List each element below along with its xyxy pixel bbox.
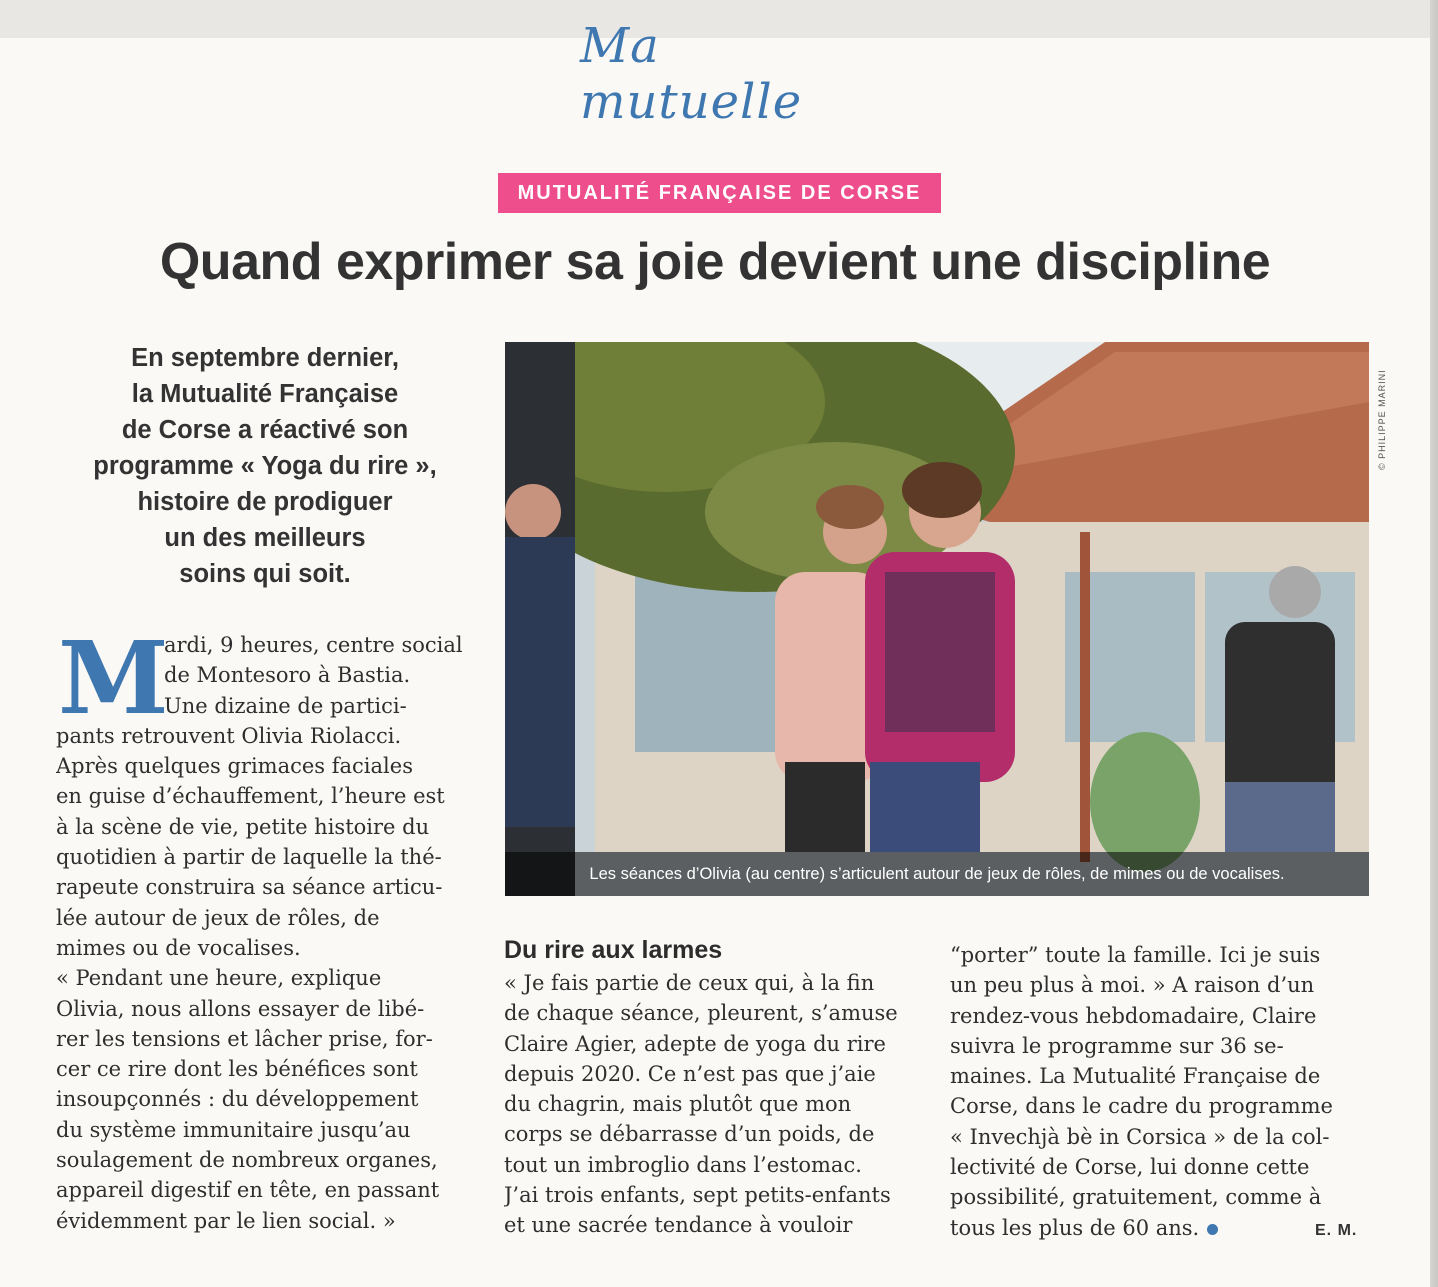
body-line: lectivité de Corse, lui donne cette — [950, 1155, 1310, 1180]
body-line-last — [950, 1213, 1368, 1243]
body-line: Olivia, nous allons essayer de libé- — [56, 996, 425, 1021]
section-title: Ma mutuelle — [580, 18, 803, 130]
body-line: J’ai trois enfants, sept petits-enfants — [504, 1183, 891, 1208]
body-line: cer ce rire dont les bénéfices sont — [56, 1057, 418, 1082]
body-line: Après quelques grimaces faciales — [56, 754, 413, 779]
body-line: rapeute construira sa séance articu- — [56, 875, 443, 900]
body-line: possibilité, gratuitement, comme à — [950, 1185, 1322, 1210]
category-tag: MUTUALITÉ FRANÇAISE DE CORSE — [498, 173, 941, 213]
body-line: du système immunitaire jusqu’au — [56, 1117, 411, 1142]
body-line: « Pendant une heure, explique — [56, 966, 382, 991]
body-line: Une dizaine de partici- — [164, 693, 407, 718]
photo-caption: Les séances d’Olivia (au centre) s’articulent autour de jeux de rôles, de mimes ou de vocalises. — [505, 852, 1369, 896]
article-photo — [505, 342, 1369, 896]
drop-cap: M — [58, 619, 169, 737]
body-line: appareil digestif en tête, en passant — [56, 1178, 440, 1203]
body-line: « Je fais partie de ceux qui, à la fin — [504, 971, 875, 995]
body-line: ardi, 9 heures, centre social — [164, 633, 463, 657]
body-line: Corse, dans le cadre du programme — [950, 1094, 1333, 1119]
lead-line: un des meilleurs — [164, 524, 366, 552]
body-line: évidemment par le lien social. » — [56, 1208, 396, 1233]
lead-line: de Corse a réactivé son — [121, 416, 409, 444]
subheading: Du rire aux larmes — [504, 936, 723, 964]
body-line: soulagement de nombreux organes, — [56, 1148, 438, 1173]
lead-line: la Mutualité Française — [131, 380, 399, 408]
body-line: en guise d’échauffement, l’heure est — [56, 784, 445, 809]
lead-line: soins qui soit. — [179, 560, 351, 588]
body-line: pants retrouvent Olivia Riolacci. — [56, 723, 402, 748]
body-line: quotidien à partir de laquelle la thé- — [56, 845, 442, 870]
body-line: suivra le programme sur 36 se- — [950, 1033, 1284, 1058]
body-line: Claire Agier, adepte de yoga du rire — [504, 1031, 886, 1056]
body-line: insoupçonnés : du développement — [56, 1087, 419, 1112]
lead-line: histoire de prodiguer — [137, 488, 393, 516]
body-line: rendez-vous hebdomadaire, Claire — [950, 1003, 1317, 1028]
body-line: rer les tensions et lâcher prise, for- — [56, 1026, 433, 1051]
lead-paragraph — [40, 340, 490, 592]
body-line: un peu plus à moi. » A raison d’un — [950, 973, 1315, 998]
body-line-text: tous les plus de 60 ans. — [950, 1215, 1200, 1240]
body-line: et une sacrée tendance à vouloir — [504, 1213, 853, 1238]
body-line: du chagrin, mais plutôt que mon — [504, 1092, 852, 1117]
headline: Quand exprimer sa joie devient une discipline — [159, 233, 1271, 291]
photo-illustration — [505, 342, 1369, 896]
article-column-2 — [504, 934, 922, 1241]
body-line: tout un imbroglio dans l’estomac. — [504, 1152, 862, 1177]
author-initials: E. M. — [1315, 1222, 1358, 1239]
photo-credit — [1372, 345, 1392, 475]
body-line: « Invechjà bè in Corsica » de la col- — [950, 1124, 1330, 1149]
page-edge — [1430, 0, 1438, 1287]
body-line: corps se débarrasse d’un poids, de — [504, 1122, 875, 1147]
body-line: “porter” toute la famille. Ici je suis — [950, 943, 1321, 967]
body-line: à la scène de vie, petite histoire du — [56, 814, 430, 839]
photo-credit-text: © PHILIPPE MARINI — [1377, 369, 1387, 470]
article-column-1 — [56, 619, 473, 1236]
body-line: de chaque séance, pleurent, s’amuse — [504, 1001, 898, 1026]
end-of-article-dot-icon — [1207, 1224, 1218, 1235]
body-line: lée autour de jeux de rôles, de — [56, 905, 380, 930]
body-line: depuis 2020. Ce n’est pas que j’aie — [504, 1061, 876, 1086]
lead-line: En septembre dernier, — [131, 344, 399, 372]
body-line: de Montesoro à Bastia. — [164, 663, 411, 688]
body-line: mimes ou de vocalises. — [56, 935, 301, 960]
body-line: maines. La Mutualité Française de — [950, 1064, 1321, 1089]
article-column-3 — [950, 940, 1368, 1243]
lead-line: programme « Yoga du rire », — [93, 452, 437, 480]
